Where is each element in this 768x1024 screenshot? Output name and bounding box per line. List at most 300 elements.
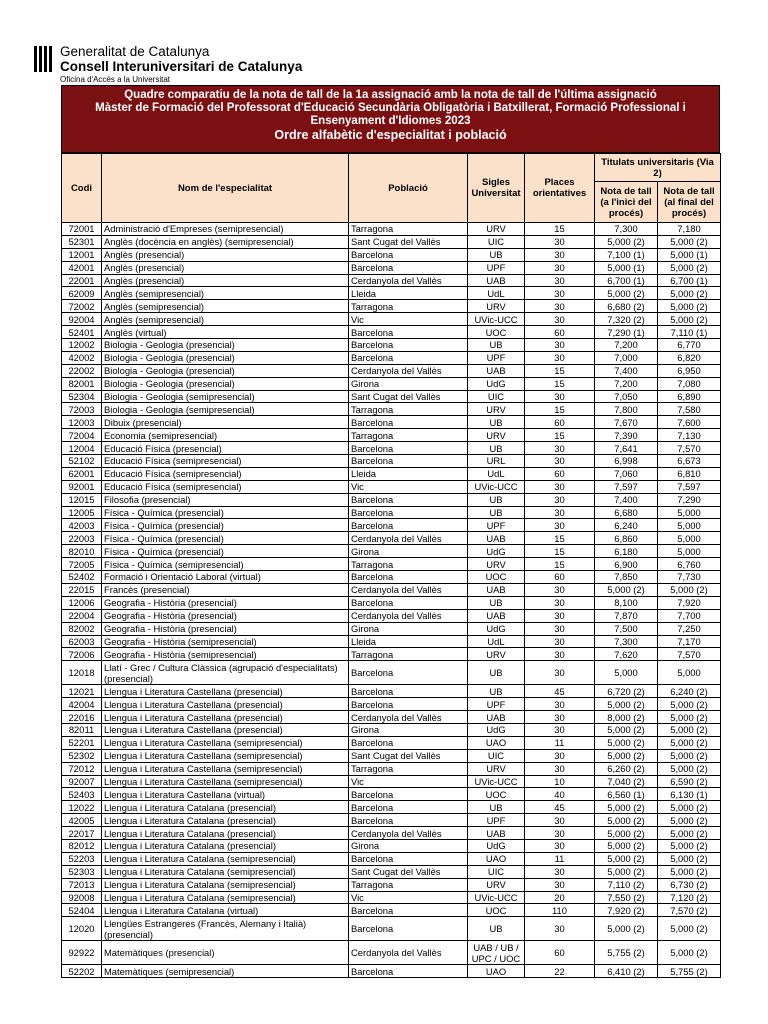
cell-places: 15 (525, 429, 595, 442)
org-name-generalitat: Generalitat de Catalunya (60, 44, 210, 59)
cell-nom: Llengua i Literatura Castellana (presencial) (102, 723, 349, 736)
header-title: Quadre comparatiu de la nota de tall de la 1a assignació amb la nota de tall de l'última assignació (124, 89, 657, 101)
cell-poblacio: Barcelona (349, 965, 468, 978)
cell-sigles: UAB (468, 827, 525, 840)
cell-nota-final: 5,000 (2) (658, 287, 721, 300)
table-row (62, 788, 721, 801)
table-row (62, 403, 721, 416)
cell-codi: 42001 (62, 261, 102, 274)
cell-codi: 22016 (62, 711, 102, 724)
table-row (62, 326, 721, 339)
cell-codi: 52202 (62, 965, 102, 978)
cell-nota-inici: 6,680 (595, 506, 658, 519)
cell-nom: Administració d'Empreses (semipresencial) (102, 223, 349, 236)
cell-places: 60 (525, 467, 595, 480)
cell-nota-final: 5,000 (2) (658, 583, 721, 596)
cell-nota-inici: 5,000 (2) (595, 852, 658, 865)
table-row (62, 274, 721, 287)
cell-nom: Llengua i Literatura Catalana (presencial) (102, 839, 349, 852)
cell-nota-inici: 6,410 (2) (595, 965, 658, 978)
cell-nota-final: 6,760 (658, 558, 721, 571)
cell-nota-inici: 7,100 (1) (595, 248, 658, 261)
cell-nota-inici: 7,200 (595, 339, 658, 352)
cell-nota-inici: 6,260 (2) (595, 762, 658, 775)
header-order-note: Ordre alfabètic d'especialitat i població (274, 128, 507, 142)
cell-nom: Anglès (presencial) (102, 261, 349, 274)
cell-places: 15 (525, 364, 595, 377)
cell-places: 30 (525, 274, 595, 287)
col-header-poblacio: Població (349, 154, 468, 223)
cell-poblacio: Girona (349, 545, 468, 558)
cell-sigles: UdG (468, 839, 525, 852)
cell-nom: Llengües Estrangeres (Francès, Alemany i Italià) (presencial) (102, 917, 349, 941)
cell-codi: 62003 (62, 635, 102, 648)
cell-places: 30 (525, 235, 595, 248)
cell-codi: 72004 (62, 429, 102, 442)
cell-nom: Anglès (virtual) (102, 326, 349, 339)
cell-sigles: UIC (468, 390, 525, 403)
cell-nota-inici: 5,000 (2) (595, 287, 658, 300)
table-row (62, 532, 721, 545)
cell-nota-inici: 5,000 (2) (595, 583, 658, 596)
cell-sigles: UB (468, 661, 525, 685)
cell-nota-final: 6,590 (2) (658, 775, 721, 788)
cell-codi: 12006 (62, 596, 102, 609)
cell-nota-final: 5,000 (658, 545, 721, 558)
cell-nom: Biologia - Geologia (semipresencial) (102, 403, 349, 416)
cell-sigles: UVic-UCC (468, 775, 525, 788)
cell-nota-final: 7,920 (658, 596, 721, 609)
cell-nota-final: 5,000 (658, 506, 721, 519)
cell-poblacio: Lleida (349, 287, 468, 300)
cell-nom: Anglès (docència en anglès) (semipresencial) (102, 235, 349, 248)
catalonia-emblem-icon (34, 44, 54, 74)
cell-sigles: UdG (468, 723, 525, 736)
cell-places: 30 (525, 300, 595, 313)
table-row (62, 596, 721, 609)
cell-nota-inici: 5,000 (2) (595, 917, 658, 941)
cell-codi: 52304 (62, 390, 102, 403)
cell-codi: 82011 (62, 723, 102, 736)
cell-codi: 62009 (62, 287, 102, 300)
cell-codi: 42002 (62, 351, 102, 364)
cell-nota-inici: 5,000 (595, 661, 658, 685)
document-header (61, 85, 720, 153)
table-row (62, 442, 721, 455)
cell-nota-inici: 7,550 (2) (595, 891, 658, 904)
cell-nom: Llengua i Literatura Castellana (presencial) (102, 685, 349, 698)
cell-nota-final: 7,570 (2) (658, 904, 721, 917)
cell-nota-final: 5,000 (2) (658, 762, 721, 775)
cell-poblacio: Tarragona (349, 223, 468, 236)
table-row (62, 571, 721, 584)
cell-nota-inici: 5,000 (2) (595, 723, 658, 736)
cell-codi: 92004 (62, 313, 102, 326)
col-header-codi: Codi (62, 154, 102, 223)
cell-sigles: UIC (468, 865, 525, 878)
table-row (62, 339, 721, 352)
cell-nota-final: 6,240 (2) (658, 685, 721, 698)
cell-codi: 72005 (62, 558, 102, 571)
cell-poblacio: Barcelona (349, 698, 468, 711)
cell-places: 30 (525, 493, 595, 506)
col-header-places: Places orientatives (525, 154, 595, 223)
cell-poblacio: Tarragona (349, 762, 468, 775)
cell-codi: 92008 (62, 891, 102, 904)
cell-codi: 52201 (62, 736, 102, 749)
cell-poblacio: Sant Cugat del Vallès (349, 865, 468, 878)
cell-codi: 22003 (62, 532, 102, 545)
cell-nom: Llengua i Literatura Catalana (presencial) (102, 827, 349, 840)
cell-poblacio: Barcelona (349, 917, 468, 941)
cell-places: 30 (525, 648, 595, 661)
cell-codi: 22002 (62, 364, 102, 377)
table-row (62, 904, 721, 917)
cell-places: 30 (525, 865, 595, 878)
table-row (62, 749, 721, 762)
cell-poblacio: Barcelona (349, 852, 468, 865)
cell-codi: 52404 (62, 904, 102, 917)
cell-nom: Matemàtiques (semipresencial) (102, 965, 349, 978)
cell-poblacio: Barcelona (349, 661, 468, 685)
cell-places: 30 (525, 661, 595, 685)
cell-sigles: UdL (468, 635, 525, 648)
cell-nota-final: 5,000 (2) (658, 313, 721, 326)
cell-poblacio: Girona (349, 377, 468, 390)
cell-nota-final: 6,810 (658, 467, 721, 480)
table-row (62, 364, 721, 377)
cell-codi: 52303 (62, 865, 102, 878)
cell-places: 30 (525, 723, 595, 736)
cell-nota-inici: 8,000 (2) (595, 711, 658, 724)
cell-codi: 52302 (62, 749, 102, 762)
table-row (62, 300, 721, 313)
cell-codi: 82012 (62, 839, 102, 852)
cell-nota-final: 5,000 (2) (658, 801, 721, 814)
cell-codi: 52402 (62, 571, 102, 584)
cell-codi: 52301 (62, 235, 102, 248)
cell-nota-final: 7,580 (658, 403, 721, 416)
cell-codi: 92007 (62, 775, 102, 788)
cell-places: 30 (525, 287, 595, 300)
col-header-nota-inici: Nota de tall (a l'inici del procés) (595, 182, 658, 223)
cell-nota-inici: 6,860 (595, 532, 658, 545)
cell-places: 30 (525, 622, 595, 635)
cell-nota-final: 5,000 (658, 519, 721, 532)
cell-nota-inici: 6,700 (1) (595, 274, 658, 287)
cell-sigles: UVic-UCC (468, 480, 525, 493)
cell-nota-inici: 7,800 (595, 403, 658, 416)
cell-nota-inici: 7,870 (595, 609, 658, 622)
cell-nota-final: 7,110 (1) (658, 326, 721, 339)
cell-nota-inici: 6,240 (595, 519, 658, 532)
cell-poblacio: Girona (349, 622, 468, 635)
cell-nota-inici: 7,597 (595, 480, 658, 493)
cell-sigles: UdG (468, 377, 525, 390)
cell-poblacio: Barcelona (349, 788, 468, 801)
cell-poblacio: Girona (349, 723, 468, 736)
table-row (62, 545, 721, 558)
cell-nom: Geografia - Història (semipresencial) (102, 635, 349, 648)
col-header-titulats: Titulats universitaris (Via 2) (595, 154, 721, 182)
cell-nota-inici: 5,000 (2) (595, 736, 658, 749)
cell-nota-inici: 5,000 (2) (595, 698, 658, 711)
cell-nom: Educació Física (semipresencial) (102, 480, 349, 493)
table-row (62, 661, 721, 685)
cell-poblacio: Vic (349, 891, 468, 904)
cell-nom: Geografia - Història (presencial) (102, 596, 349, 609)
table-row (62, 519, 721, 532)
table-row (62, 736, 721, 749)
cell-poblacio: Tarragona (349, 403, 468, 416)
cell-nom: Anglès (presencial) (102, 274, 349, 287)
cell-sigles: UAO (468, 736, 525, 749)
cell-nom: Educació Física (presencial) (102, 442, 349, 455)
cell-nota-final: 6,130 (1) (658, 788, 721, 801)
cell-nom: Llengua i Literatura Castellana (virtual) (102, 788, 349, 801)
org-name-oficina: Oficina d'Accés a la Universitat (60, 75, 171, 84)
cutoff-grades-table (61, 153, 721, 978)
cell-codi: 12002 (62, 339, 102, 352)
cell-poblacio: Vic (349, 775, 468, 788)
cell-sigles: UPF (468, 698, 525, 711)
cell-nom: Llengua i Literatura Catalana (semipresencial) (102, 865, 349, 878)
cell-nom: Llatí - Grec / Cultura Clàssica (agrupació d'especialitats) (presencial) (102, 661, 349, 685)
cell-nom: Formació i Orientació Laboral (virtual) (102, 571, 349, 584)
cell-nom: Educació Física (semipresencial) (102, 455, 349, 468)
cell-nom: Física - Química (semipresencial) (102, 558, 349, 571)
table-row (62, 814, 721, 827)
cell-nom: Economia (semipresencial) (102, 429, 349, 442)
cell-places: 30 (525, 762, 595, 775)
cell-nota-inici: 7,040 (2) (595, 775, 658, 788)
cell-poblacio: Vic (349, 480, 468, 493)
cell-codi: 42004 (62, 698, 102, 711)
cell-nota-final: 5,000 (2) (658, 865, 721, 878)
cell-sigles: URL (468, 455, 525, 468)
table-row (62, 493, 721, 506)
cell-codi: 12001 (62, 248, 102, 261)
cell-places: 30 (525, 711, 595, 724)
cell-nom: Llengua i Literatura Castellana (semipresencial) (102, 775, 349, 788)
cell-nota-final: 5,000 (2) (658, 814, 721, 827)
cell-nom: Anglès (semipresencial) (102, 313, 349, 326)
cell-nom: Anglès (semipresencial) (102, 287, 349, 300)
table-row (62, 377, 721, 390)
cell-places: 30 (525, 917, 595, 941)
cell-poblacio: Cerdanyola del Vallès (349, 364, 468, 377)
table-row (62, 622, 721, 635)
table-row (62, 852, 721, 865)
table-row (62, 351, 721, 364)
cell-poblacio: Barcelona (349, 339, 468, 352)
cell-nom: Llengua i Literatura Catalana (virtual) (102, 904, 349, 917)
cell-sigles: UPF (468, 814, 525, 827)
table-row (62, 390, 721, 403)
cell-sigles: UdG (468, 622, 525, 635)
cell-nom: Biologia - Geologia (presencial) (102, 377, 349, 390)
cell-places: 30 (525, 519, 595, 532)
cell-nota-inici: 6,560 (1) (595, 788, 658, 801)
cell-nota-inici: 5,000 (2) (595, 839, 658, 852)
table-row (62, 235, 721, 248)
cell-poblacio: Cerdanyola del Vallès (349, 583, 468, 596)
cell-nom: Geografia - Història (semipresencial) (102, 648, 349, 661)
cell-nota-final: 5,000 (1) (658, 248, 721, 261)
cell-nota-final: 7,080 (658, 377, 721, 390)
cell-sigles: UPF (468, 261, 525, 274)
org-name-consell: Consell Interuniversitari de Catalunya (60, 59, 303, 74)
cell-poblacio: Barcelona (349, 801, 468, 814)
cell-sigles: URV (468, 558, 525, 571)
cell-places: 40 (525, 788, 595, 801)
cell-nota-inici: 7,620 (595, 648, 658, 661)
cell-sigles: UB (468, 442, 525, 455)
cell-codi: 62001 (62, 467, 102, 480)
cell-sigles: URV (468, 223, 525, 236)
cell-nom: Matemàtiques (presencial) (102, 941, 349, 965)
cell-nom: Llengua i Literatura Castellana (semipresencial) (102, 749, 349, 762)
table-row (62, 635, 721, 648)
col-header-nota-final: Nota de tall (al final del procés) (658, 182, 721, 223)
cell-places: 15 (525, 223, 595, 236)
cell-nom: Anglès (presencial) (102, 248, 349, 261)
cell-places: 30 (525, 878, 595, 891)
table-row (62, 762, 721, 775)
cell-nota-final: 7,700 (658, 609, 721, 622)
cell-places: 45 (525, 801, 595, 814)
cell-nota-inici: 7,390 (595, 429, 658, 442)
cell-nota-final: 5,000 (2) (658, 749, 721, 762)
cell-codi: 12005 (62, 506, 102, 519)
cell-nom: Filosofia (presencial) (102, 493, 349, 506)
cell-codi: 22001 (62, 274, 102, 287)
cell-nom: Biologia - Geologia (presencial) (102, 364, 349, 377)
table-row (62, 685, 721, 698)
table-row (62, 467, 721, 480)
table-row (62, 827, 721, 840)
table-row (62, 223, 721, 236)
cell-nota-final: 6,890 (658, 390, 721, 403)
cell-nota-inici: 7,500 (595, 622, 658, 635)
cell-nota-final: 5,000 (2) (658, 711, 721, 724)
cell-codi: 12004 (62, 442, 102, 455)
cell-places: 110 (525, 904, 595, 917)
cell-codi: 12022 (62, 801, 102, 814)
cell-nom: Física - Química (presencial) (102, 506, 349, 519)
cell-nota-inici: 7,050 (595, 390, 658, 403)
cell-sigles: UdG (468, 545, 525, 558)
cell-nota-inici: 5,000 (2) (595, 814, 658, 827)
cell-places: 30 (525, 698, 595, 711)
cell-places: 11 (525, 852, 595, 865)
cell-sigles: UVic-UCC (468, 891, 525, 904)
cell-nota-final: 7,170 (658, 635, 721, 648)
cell-codi: 52203 (62, 852, 102, 865)
table-row (62, 698, 721, 711)
table-row (62, 839, 721, 852)
cell-poblacio: Cerdanyola del Vallès (349, 827, 468, 840)
cell-places: 30 (525, 442, 595, 455)
cell-poblacio: Cerdanyola del Vallès (349, 532, 468, 545)
cell-sigles: UB (468, 685, 525, 698)
cell-sigles: URV (468, 300, 525, 313)
cell-poblacio: Barcelona (349, 351, 468, 364)
cell-nom: Llengua i Literatura Catalana (presencial) (102, 814, 349, 827)
cell-nota-final: 7,290 (658, 493, 721, 506)
cell-sigles: UB (468, 917, 525, 941)
cell-places: 22 (525, 965, 595, 978)
cell-sigles: URV (468, 878, 525, 891)
cell-places: 30 (525, 480, 595, 493)
cell-nota-inici: 5,755 (2) (595, 941, 658, 965)
cell-codi: 42003 (62, 519, 102, 532)
cell-nom: Llengua i Literatura Castellana (semipresencial) (102, 736, 349, 749)
cell-nota-final: 7,180 (658, 223, 721, 236)
table-row (62, 648, 721, 661)
table-row (62, 506, 721, 519)
cell-poblacio: Tarragona (349, 429, 468, 442)
cell-sigles: UIC (468, 235, 525, 248)
cell-nota-final: 5,000 (658, 661, 721, 685)
cell-nom: Geografia - Història (presencial) (102, 622, 349, 635)
cell-places: 30 (525, 609, 595, 622)
cell-codi: 22004 (62, 609, 102, 622)
cell-sigles: URV (468, 648, 525, 661)
cell-codi: 52102 (62, 455, 102, 468)
table-row (62, 583, 721, 596)
cell-poblacio: Barcelona (349, 442, 468, 455)
table-row (62, 287, 721, 300)
cell-nota-final: 5,000 (2) (658, 300, 721, 313)
cell-codi: 72013 (62, 878, 102, 891)
cell-nom: Llengua i Literatura Castellana (presencial) (102, 698, 349, 711)
cell-nota-final: 7,600 (658, 416, 721, 429)
cell-sigles: UAB (468, 364, 525, 377)
header-subtitle-line1: Màster de Formació del Professorat d'Educació Secundària Obligatòria i Batxillerat, Formació Professional i (95, 102, 686, 114)
col-header-nom: Nom de l'especialitat (102, 154, 349, 223)
cell-codi: 12020 (62, 917, 102, 941)
cell-codi: 92001 (62, 480, 102, 493)
cell-sigles: UIC (468, 749, 525, 762)
cell-nota-final: 7,570 (658, 442, 721, 455)
cell-nom: Biologia - Geologia (semipresencial) (102, 390, 349, 403)
cell-nota-final: 6,770 (658, 339, 721, 352)
table-row (62, 711, 721, 724)
cell-poblacio: Vic (349, 313, 468, 326)
cell-nota-final: 7,730 (658, 571, 721, 584)
cell-poblacio: Barcelona (349, 248, 468, 261)
cell-sigles: UPF (468, 351, 525, 364)
cell-nota-final: 7,130 (658, 429, 721, 442)
cell-sigles: UB (468, 506, 525, 519)
cell-nota-final: 6,820 (658, 351, 721, 364)
table-row (62, 801, 721, 814)
cell-sigles: UAB (468, 583, 525, 596)
cell-nom: Anglès (semipresencial) (102, 300, 349, 313)
table-row (62, 429, 721, 442)
cell-places: 30 (525, 839, 595, 852)
cell-places: 30 (525, 339, 595, 352)
cell-places: 30 (525, 814, 595, 827)
cell-sigles: UVic-UCC (468, 313, 525, 326)
cell-sigles: UB (468, 493, 525, 506)
table-row (62, 917, 721, 941)
table-row (62, 313, 721, 326)
cell-places: 60 (525, 571, 595, 584)
cell-nota-final: 7,120 (2) (658, 891, 721, 904)
cell-nom: Biologia - Geologia (presencial) (102, 339, 349, 352)
